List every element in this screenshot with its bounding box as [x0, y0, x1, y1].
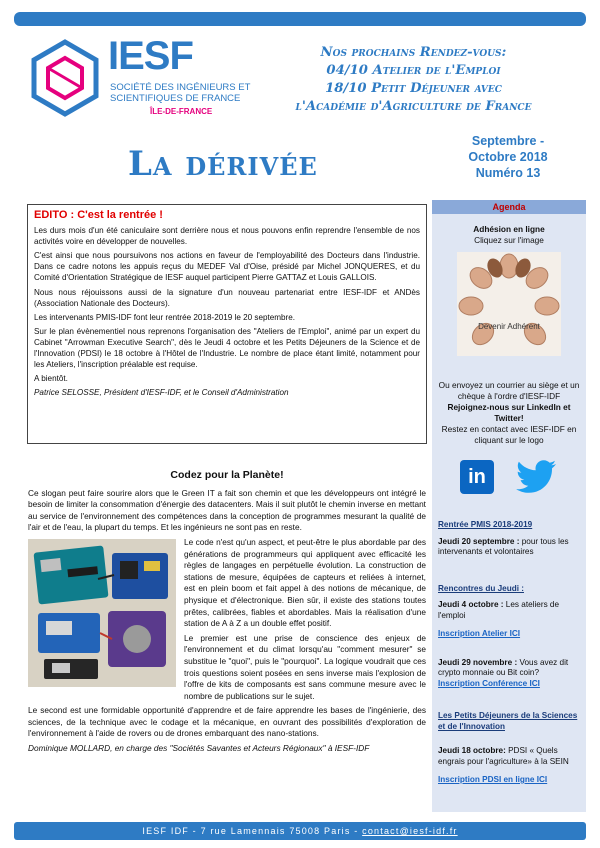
newsletter-title: La dérivée [128, 144, 318, 184]
edito-paragraph: Sur le plan évènementiel nous reprenons l'organisation des "Ateliers de l'Emploi", animé par un expert du Cabinet "Arrowman Executive Search", dès le Jeudi 4 octobre et les Petits Déjeuners de la Science et de l'Innovation (PDSI) le 18 octobre à l'Hôtel de l'Industrie. Le nombre de place étant limité, notamment pour les Ateliers, l'inscription préalable est requise. [34, 326, 420, 370]
footer-address: IESF IDF - 7 rue Lamennais 75008 Paris - [142, 826, 363, 836]
upcoming-title: Nos prochains Rendez-vous: [320, 45, 507, 60]
hands-circle-icon [457, 252, 561, 356]
edito-paragraph: Les durs mois d'un été caniculaire sont derrière nous et nous pouvons enfin reprendre l'ensemble de nos activités voire en développer de nouvelles. [34, 226, 420, 247]
pmis-section [432, 520, 586, 558]
adhesion-subtitle: Cliquez sur l'image [474, 235, 544, 245]
pmis-text: pour tous les intervenants et volontaires [438, 536, 569, 556]
iesf-logo[interactable] [26, 34, 256, 134]
electronics-boards-photo [28, 539, 176, 687]
edito-paragraph: C'est ainsi que nous poursuivons nos actions en faveur de l'employabilité des Docteurs dans l'industrie. Dans ce cadre notons les appuis reçus du MEDEF Val d'Oise, présidé par Michel JONQUERES, et du Comité d'Orientation Stratégique de IESF auquel participent Pierre GATTAZ et Louis GALLOIS. [34, 251, 420, 283]
iesf-logo-mark-icon [26, 36, 104, 122]
edito-signature: Patrice SELOSSE, Président d'IESF-IDF, et le Conseil d'Administration [34, 388, 289, 398]
issue-months: Septembre - [471, 134, 545, 148]
pdsi-item [438, 746, 580, 767]
adhesion-title: Adhésion en ligne [473, 224, 545, 234]
article-paragraph: Le premier est une prise de conscience des enjeux de l'environnement et du climat lorsqu'au "comment mesurer" se substitue le "quoi", puis le "pourquoi". La logique voudrait que ces trois questions soient posées en sens inverse mais l'explosion de l'offre de kits de composants est sans commune mesure avec le nombre de publications sur le sujet. [184, 632, 426, 701]
article-paragraph: Le second est une formidable opportunité d'apprendre et de faire apprendre les bases de l'ingénierie, des sciences, de la technique avec le codage et la mécanique, en ouvrant des possibilités d'exploration de l'environnement à l'aide de rovers ou de drones embarquant des nano-stations. [28, 705, 426, 739]
edito-paragraph: Nous nous réjouissons aussi de la signature d'un nouveau partenariat entre IESF-IDF et ANDès (Association Nationale des Docteurs). [34, 287, 420, 308]
rencontres-section [432, 584, 586, 690]
pmis-title: Rentrée PMIS 2018-2019 [438, 520, 533, 529]
pmis-item [438, 537, 580, 558]
pdsi-text: PDSI « Quels engrais pour l'agriculture» à la SEIN [438, 746, 569, 766]
article-wrap [28, 537, 426, 702]
footer [14, 822, 586, 840]
issue-info [428, 133, 588, 181]
rencontre-date-2: Jeudi 29 novembre : [438, 657, 518, 667]
rencontre-text-2: Vous avez dit crypto monnaie ou Bit coin? [438, 657, 569, 677]
logo-name: IESF [108, 34, 193, 78]
edito-paragraph: A bientôt. [34, 374, 68, 384]
pmis-date: Jeudi 20 septembre : [438, 536, 520, 546]
article [28, 470, 426, 758]
edito-title: EDITO : C'est la rentrée ! [34, 209, 163, 221]
upcoming-item-pdsi-cont: l'Académie d'Agriculture de France [295, 99, 532, 114]
top-bar [14, 12, 586, 26]
rencontres-title: Rencontres du Jeudi : [438, 583, 524, 593]
footer-email-link[interactable]: contact@iesf-idf.fr [362, 826, 458, 836]
article-paragraph: Le code n'est qu'un aspect, et peut-être le plus abordable par des générations de programmeurs qui appliquent avec efficacité les règles de langages en perpétuelle évolution. La construction de stations de mesure, équipées de capteurs et reliées à internet, est en plein boom et fait appel à des notions de mécanique, de physique et d'électronique. Bien sûr, il existe des stations toutes prêtes, calibrées, fiables et abordables. Mais la réalisation d'une station de A à Z a un double effet positif. [184, 536, 426, 629]
upcoming-item-atelier: 04/10 Atelier de l'Emploi [326, 63, 501, 78]
edito-box [27, 204, 427, 444]
pdsi-signup-link[interactable]: Inscription PDSI en ligne ICI [438, 775, 548, 784]
issue-number: Numéro 13 [475, 166, 541, 180]
atelier-signup-link[interactable]: Inscription Atelier ICI [438, 629, 521, 638]
adhesion-block [432, 224, 586, 246]
pdsi-title: Les Petits Déjeuners de la Sciences et de l'Innovation [438, 711, 578, 731]
stay-in-touch-text: Restez en contact avec IESF-IDF en cliquant sur le logo [441, 424, 577, 445]
become-member-image[interactable] [457, 252, 561, 356]
pdsi-date: Jeudi 18 octobre: [438, 746, 506, 755]
rencontre-date-1: Jeudi 4 octobre : [438, 600, 504, 609]
article-title: Codez pour la Planète! [170, 469, 284, 481]
conference-signup-link[interactable]: Inscription Conférence ICI [438, 678, 540, 688]
rencontre-item-2 [438, 658, 580, 679]
become-member-caption: Devenir Adhérent [478, 322, 540, 331]
article-paragraph: Ce slogan peut faire sourire alors que le Green IT a fait son chemin et que les développeurs ont intégré le besoin de limiter la consommation d'énergie des datacenters. Mais il suit plutôt le chemin inverse en mettant au service de l'environnement des compétences dans la conception de programmes mesurant la qualité de l'air et de l'eau, la plupart du temps. Et les ingénieurs ne sont pas en reste. [28, 487, 426, 533]
agenda-sidebar [432, 200, 586, 812]
logo-region: ÎLE-DE-FRANCE [150, 107, 213, 116]
logo-subtitle: SOCIÉTÉ DES INGÉNIEURS ET SCIENTIFIQUES DE FRANCE [110, 82, 251, 104]
linkedin-icon[interactable]: in [460, 460, 494, 494]
social-callout: Rejoignez-nous sur LinkedIn et Twitter! [447, 402, 571, 423]
edito-paragraph: Les intervenants PMIS-IDF font leur rentrée 2018-2019 le 20 septembre. [34, 312, 296, 322]
twitter-icon[interactable] [516, 458, 558, 496]
article-signature: Dominique MOLLARD, en charge des "Sociétés Savantes et Acteurs Régionaux" à IESF-IDF [28, 743, 370, 754]
upcoming-events [236, 44, 591, 116]
issue-year: Octobre 2018 [468, 150, 548, 164]
rencontre-item-1 [438, 600, 580, 621]
upcoming-item-pdsi: 18/10 Petit Déjeuner avec [325, 81, 502, 96]
contact-mail-text: Ou envoyez un courrier au siège et un chèque à l'ordre d'IESF-IDF [438, 380, 580, 401]
rencontre-text-1: Les ateliers de l'emploi [438, 600, 560, 620]
contact-block [432, 380, 586, 446]
circuit-board-icon [28, 539, 176, 687]
social-links [432, 456, 586, 500]
agenda-header: Agenda [432, 200, 586, 214]
pdsi-section [432, 711, 586, 786]
